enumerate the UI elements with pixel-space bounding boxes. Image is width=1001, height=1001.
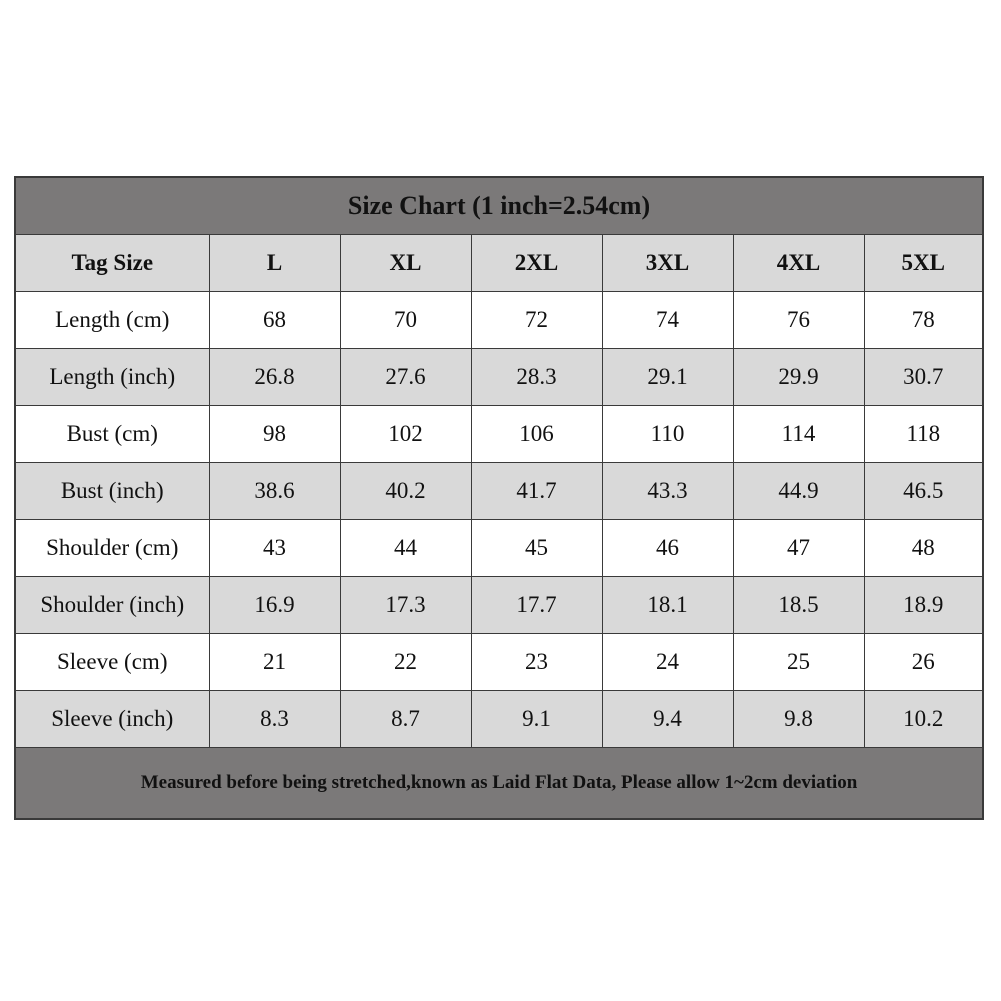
size-header-2xl: 2XL xyxy=(471,235,602,292)
row-label: Shoulder (inch) xyxy=(15,577,209,634)
table-cell: 41.7 xyxy=(471,463,602,520)
table-cell: 98 xyxy=(209,406,340,463)
table-row xyxy=(15,691,983,748)
table-cell: 18.1 xyxy=(602,577,733,634)
table-cell: 27.6 xyxy=(340,349,471,406)
table-cell: 74 xyxy=(602,292,733,349)
size-chart-table xyxy=(14,176,984,820)
table-cell: 44.9 xyxy=(733,463,864,520)
row-label: Length (cm) xyxy=(15,292,209,349)
row-label: Bust (cm) xyxy=(15,406,209,463)
size-header-xl: XL xyxy=(340,235,471,292)
table-cell: 17.7 xyxy=(471,577,602,634)
table-cell: 68 xyxy=(209,292,340,349)
header-label: Tag Size xyxy=(15,235,209,292)
row-label: Sleeve (inch) xyxy=(15,691,209,748)
size-header-3xl: 3XL xyxy=(602,235,733,292)
table-cell: 10.2 xyxy=(864,691,983,748)
table-cell: 43.3 xyxy=(602,463,733,520)
table-cell: 21 xyxy=(209,634,340,691)
row-label: Bust (inch) xyxy=(15,463,209,520)
table-cell: 16.9 xyxy=(209,577,340,634)
row-label: Length (inch) xyxy=(15,349,209,406)
size-header-l: L xyxy=(209,235,340,292)
table-row xyxy=(15,463,983,520)
table-row xyxy=(15,292,983,349)
row-label: Sleeve (cm) xyxy=(15,634,209,691)
size-header-5xl: 5XL xyxy=(864,235,983,292)
table-cell: 18.9 xyxy=(864,577,983,634)
table-cell: 29.1 xyxy=(602,349,733,406)
table-cell: 26.8 xyxy=(209,349,340,406)
table-row xyxy=(15,577,983,634)
measurement-note: Measured before being stretched,known as Laid Flat Data, Please allow 1~2cm deviation xyxy=(15,748,983,820)
table-cell: 43 xyxy=(209,520,340,577)
table-cell: 8.3 xyxy=(209,691,340,748)
table-cell: 23 xyxy=(471,634,602,691)
header-row xyxy=(15,235,983,292)
table-cell: 110 xyxy=(602,406,733,463)
size-header-4xl: 4XL xyxy=(733,235,864,292)
table-cell: 30.7 xyxy=(864,349,983,406)
table-cell: 38.6 xyxy=(209,463,340,520)
table-cell: 8.7 xyxy=(340,691,471,748)
table-cell: 48 xyxy=(864,520,983,577)
table-cell: 46.5 xyxy=(864,463,983,520)
table-cell: 72 xyxy=(471,292,602,349)
table-cell: 44 xyxy=(340,520,471,577)
row-label: Shoulder (cm) xyxy=(15,520,209,577)
table-row xyxy=(15,520,983,577)
table-cell: 25 xyxy=(733,634,864,691)
table-cell: 29.9 xyxy=(733,349,864,406)
table-cell: 9.4 xyxy=(602,691,733,748)
table-cell: 76 xyxy=(733,292,864,349)
table-cell: 9.8 xyxy=(733,691,864,748)
table-cell: 17.3 xyxy=(340,577,471,634)
table-row xyxy=(15,349,983,406)
table-cell: 18.5 xyxy=(733,577,864,634)
table-cell: 118 xyxy=(864,406,983,463)
table-cell: 102 xyxy=(340,406,471,463)
table-cell: 26 xyxy=(864,634,983,691)
table-cell: 22 xyxy=(340,634,471,691)
table-cell: 114 xyxy=(733,406,864,463)
table-row xyxy=(15,406,983,463)
table-cell: 28.3 xyxy=(471,349,602,406)
table-cell: 70 xyxy=(340,292,471,349)
table-cell: 45 xyxy=(471,520,602,577)
table-body xyxy=(15,292,983,748)
table-cell: 46 xyxy=(602,520,733,577)
chart-title: Size Chart (1 inch=2.54cm) xyxy=(15,177,983,235)
table-cell: 9.1 xyxy=(471,691,602,748)
table-cell: 47 xyxy=(733,520,864,577)
table-cell: 24 xyxy=(602,634,733,691)
table-row xyxy=(15,634,983,691)
table-cell: 40.2 xyxy=(340,463,471,520)
table-cell: 78 xyxy=(864,292,983,349)
table-cell: 106 xyxy=(471,406,602,463)
